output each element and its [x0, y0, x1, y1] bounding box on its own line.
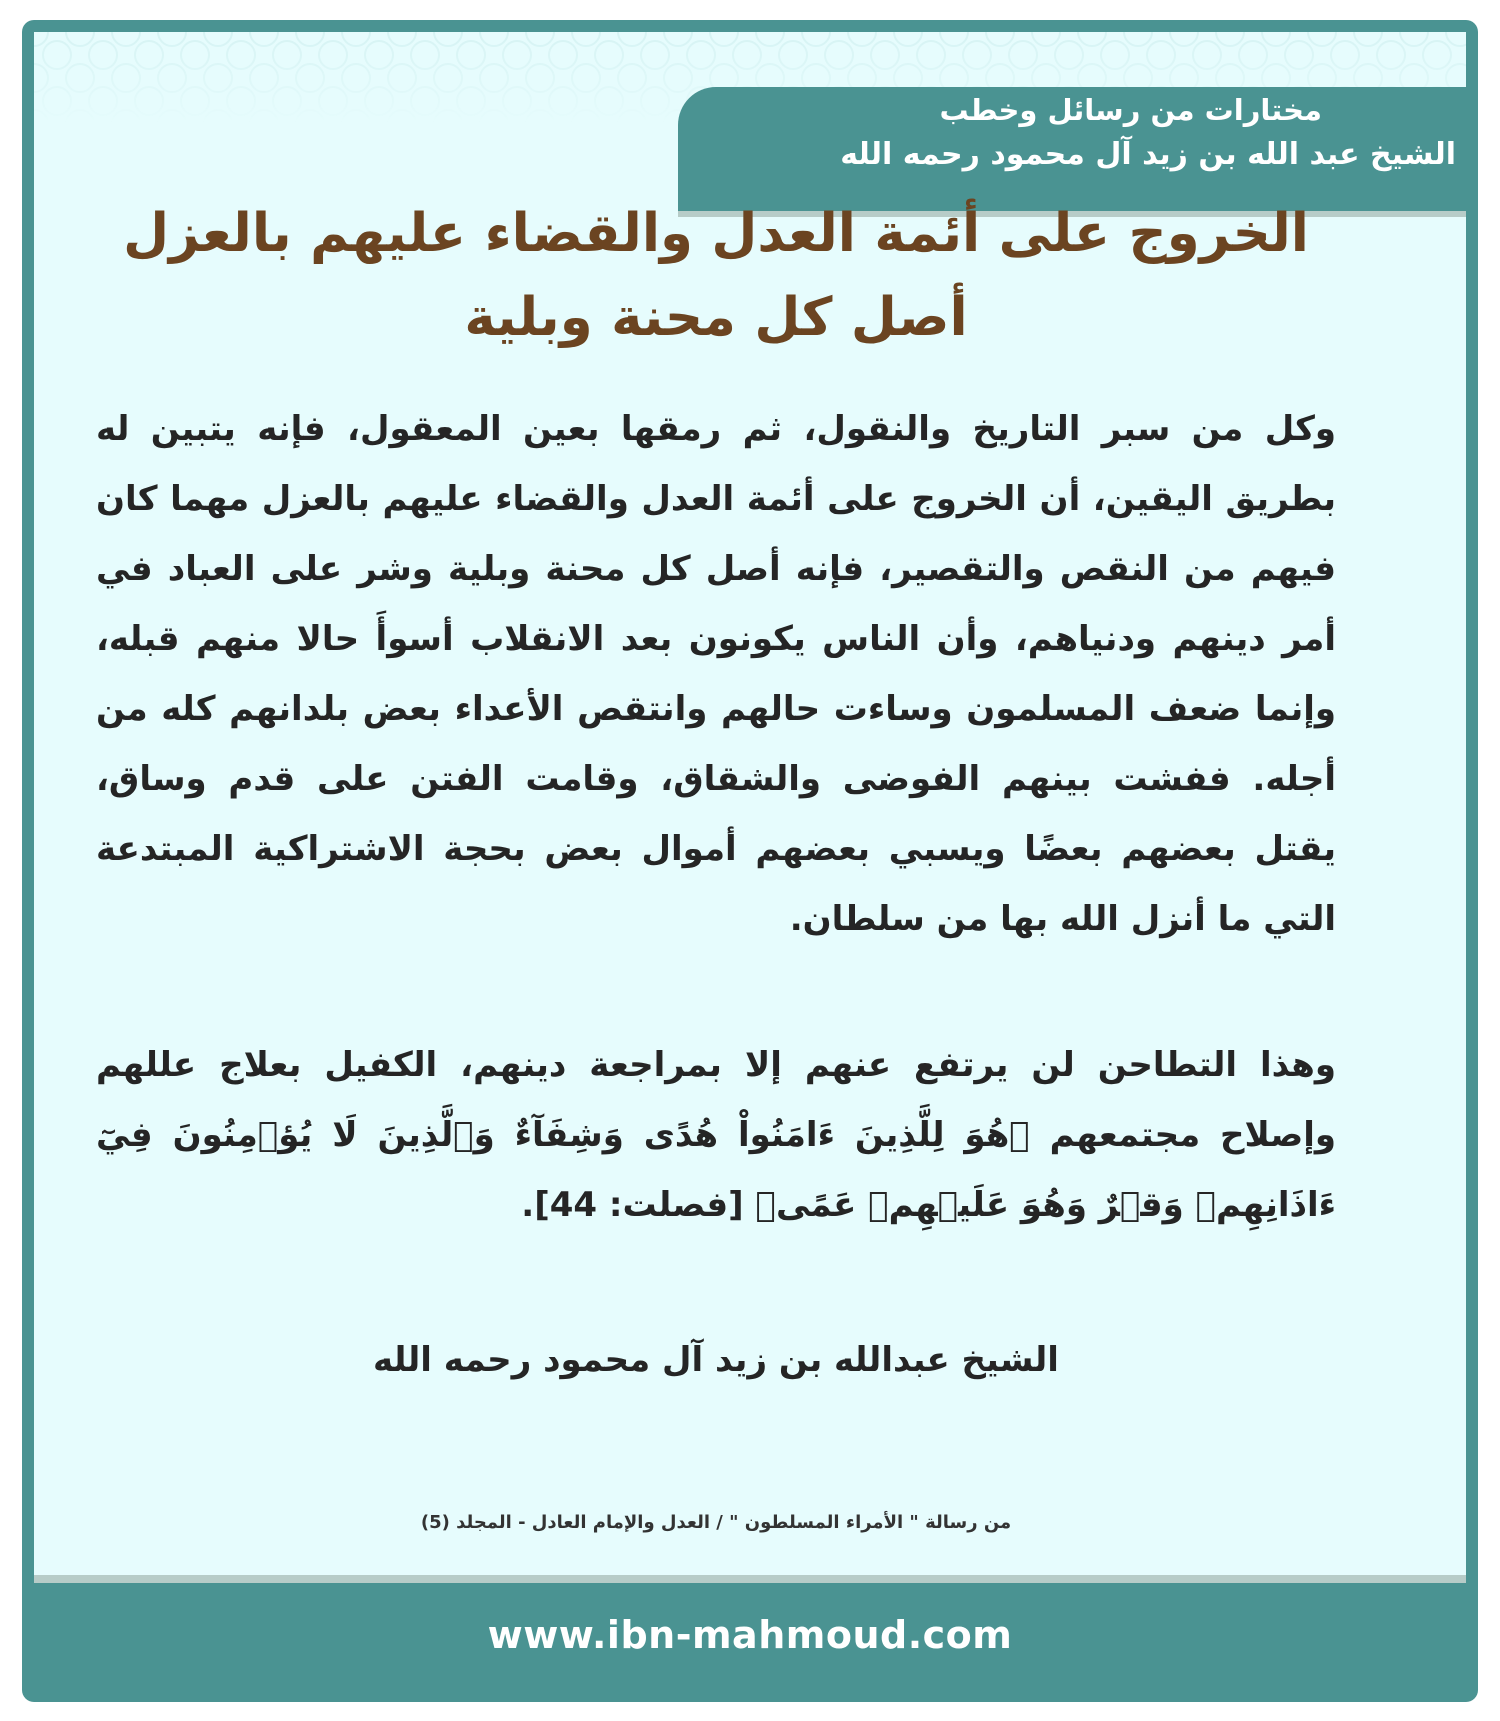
source-citation: من رسالة " الأمراء المسلطون " / العدل والإمام العادل - المجلد (5)	[420, 1512, 1012, 1533]
website-link[interactable]: www.ibn-mahmoud.com	[487, 1613, 1013, 1657]
title-line-1: الخروج على أئمة العدل والقضاء عليهم بالعزل	[123, 203, 1309, 264]
header-series-title: مختارات من رسائل وخطب	[939, 93, 1322, 127]
author-signature: الشيخ عبدالله بن زيد آل محمود رحمه الله	[373, 1340, 1059, 1380]
body-paragraph-2: وهذا التطاحن لن يرتفع عنهم إلا بمراجعة دينهم، الكفيل بعلاج عللهم وإصلاح مجتمعهم ﴿هُوَ لِلَّذِينَ ءَامَنُواْ هُدًى وَشِفَآءٌ وَٱلَّذِينَ لَا يُؤۡمِنُونَ فِيٓ ءَاذَانِهِمۡ وَقۡرٌ وَهُوَ عَلَيۡهِمۡ عَمًى﴾ [فصلت: 44].	[96, 1045, 1336, 1225]
body-paragraph-1: وكل من سبر التاريخ والنقول، ثم رمقها بعين المعقول، فإنه يتبين له بطريق اليقين، أن الخروج على أئمة العدل والقضاء عليهم بالعزل مهما كان فيهم من النقص والتقصير، فإنه أصل كل محنة وبلية وشر على العباد في أمر دينهم ودنياهم، وأن الناس يكونون بعد الانقلاب أسوأَ حالا منهم قبله، وإنما ضعف المسلمون وساءت حالهم وانتقص الأعداء بعض بلدانهم كله من أجله. ففشت بينهم الفوضى والشقاق، وقامت الفتن على قدم وساق، يقتل بعضهم بعضًا ويسبي بعضهم أموال بعض بحجة الاشتراكية المبتدعة التي ما أنزل الله بها من سلطان.	[96, 409, 1336, 939]
footer-divider	[34, 1575, 1466, 1583]
page-title	[40, 192, 1392, 360]
title-line-2: أصل كل محنة وبلية	[464, 287, 968, 348]
header-author: الشيخ عبد الله بن زيد آل محمود رحمه الله	[840, 137, 1456, 172]
